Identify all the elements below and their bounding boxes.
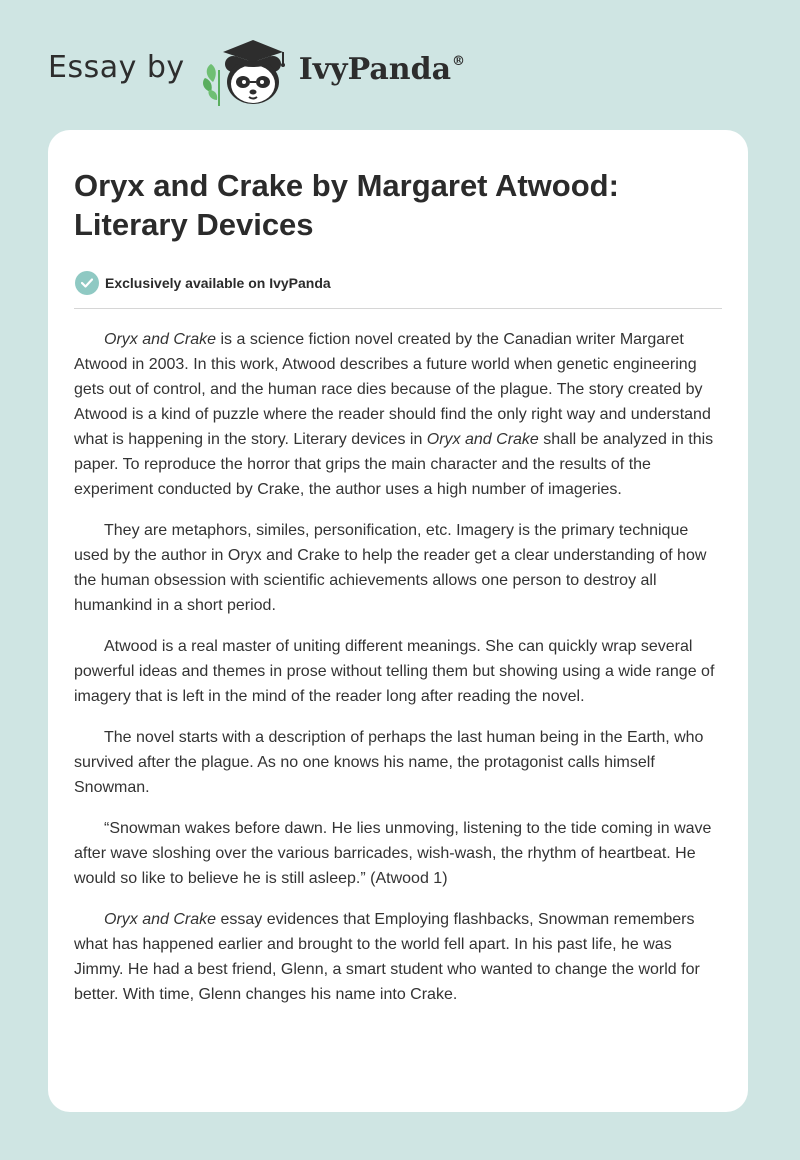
essay-card bbox=[48, 130, 748, 1112]
paragraph-text: shall be analyzed in this paper. To reproduce the horror that grips the main character and the results of the experiment conducted by Crake, the author uses a high number of imageries. bbox=[74, 431, 714, 498]
brand-header bbox=[48, 30, 465, 110]
paragraph-text: is a science fiction novel created by the Canadian writer Margaret Atwood in 2003. In this work, Atwood describes a future world when genetic engineering gets out of control, and the human race dies because of the plague. The story created by Atwood is a kind of puzzle where the reader should find the only right way and understand what is happening in the story. Literary devices in bbox=[74, 331, 711, 448]
paragraph-text: “Snowman wakes before dawn. He lies unmoving, listening to the tide coming in wave after wave sloshing over the various barricades, wish-wash, the rhythm of heartbeat. He would so like to believe he is still asleep.” (Atwood 1) bbox=[74, 820, 712, 887]
brand-name bbox=[299, 52, 465, 87]
page-title: Oryx and Crake by Margaret Atwood: Literary Devices bbox=[74, 168, 619, 242]
registered-mark: ® bbox=[452, 53, 466, 69]
paragraph-text: The novel starts with a description of perhaps the last human being in the Earth, who survived after the plague. As no one knows his name, the protagonist calls himself Snowman. bbox=[74, 729, 704, 796]
essay-paragraph bbox=[74, 907, 722, 1007]
essay-paragraph bbox=[74, 518, 722, 618]
essay-paragraph bbox=[74, 634, 722, 709]
paragraph-text: They are metaphors, similes, personification, etc. Imagery is the primary technique used by the author in Oryx and Crake to help the reader get a clear understanding of how the human obsession with scientific achievements allows one person to destroy all humankind in a short period. bbox=[74, 522, 707, 614]
divider bbox=[74, 308, 722, 309]
panda-logo-icon bbox=[199, 30, 297, 110]
brand-prefix: Essay by bbox=[48, 49, 185, 85]
exclusive-badge-label: Exclusively available on IvyPanda bbox=[105, 275, 331, 291]
paragraph-text: essay evidences that Employing flashbacks, Snowman remembers what has happened earlier and brought to the world fell apart. In his past life, he was Jimmy. He had a best friend, Glenn, a smart student who wanted to change the world for better. With time, Glenn changes his name into Crake. bbox=[74, 911, 700, 1003]
brand-name-text: IvyPanda bbox=[298, 51, 452, 87]
essay-paragraph bbox=[74, 816, 722, 891]
paragraph-text: Atwood is a real master of uniting different meanings. She can quickly wrap several powerful ideas and themes in prose without telling them but showing using a wide range of imagery that is left in the mind of the reader long after reading the novel. bbox=[74, 638, 715, 705]
exclusive-badge bbox=[75, 271, 722, 295]
essay-body bbox=[74, 327, 722, 1007]
essay-paragraph bbox=[74, 725, 722, 800]
italic-title: Oryx and Crake bbox=[426, 431, 539, 448]
check-icon bbox=[75, 271, 99, 295]
italic-title: Oryx and Crake bbox=[104, 331, 217, 348]
italic-title: Oryx and Crake bbox=[104, 911, 217, 928]
essay-paragraph bbox=[74, 327, 722, 502]
